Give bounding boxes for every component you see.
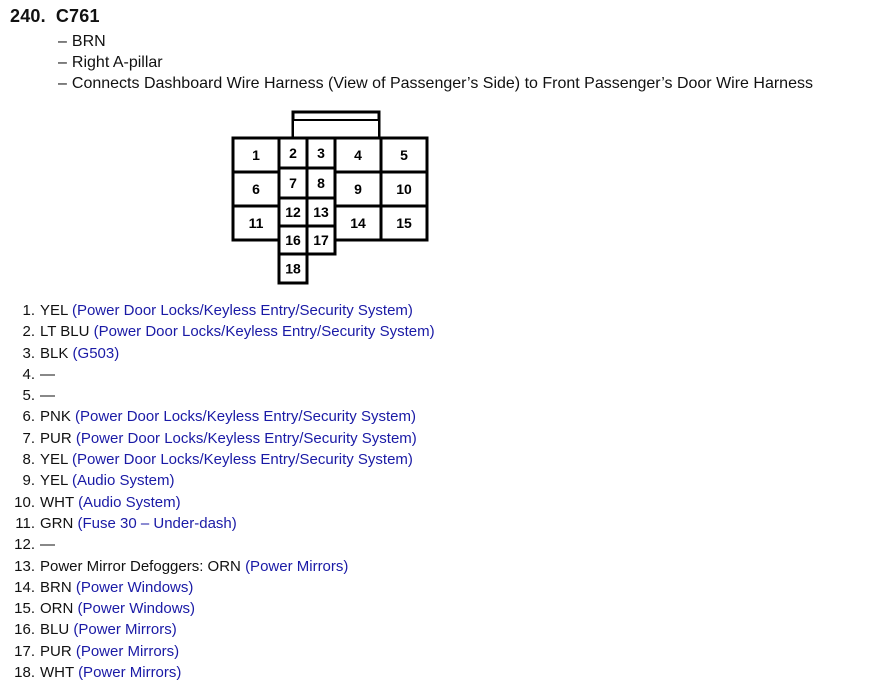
pin-number: 7. bbox=[22, 429, 35, 447]
pin-cavity-label: 3 bbox=[317, 145, 325, 161]
pin-cavity-label: 11 bbox=[248, 215, 264, 231]
connector-id: C761 bbox=[55, 6, 100, 26]
wire-color: YEL bbox=[40, 451, 68, 469]
circuit-link[interactable]: (Power Door Locks/Keyless Entry/Security System) bbox=[93, 323, 435, 341]
circuit-link[interactable]: (Power Mirrors) bbox=[245, 557, 349, 575]
pin-number: 9. bbox=[22, 472, 35, 490]
pin-cavity-label: 5 bbox=[400, 147, 408, 163]
pin-number: 3. bbox=[22, 344, 35, 362]
wire-color: YEL bbox=[40, 472, 68, 490]
circuit-link[interactable]: (G503) bbox=[72, 344, 120, 362]
pin-cavity-label: 4 bbox=[354, 147, 362, 163]
wire-color: — bbox=[40, 365, 55, 383]
detail-location-text: Right A-pillar bbox=[71, 54, 163, 71]
pin-number: 17. bbox=[14, 642, 35, 660]
pin-cavity-label: 17 bbox=[313, 232, 329, 248]
pin-number: 15. bbox=[14, 600, 35, 618]
wire-color: WHT bbox=[40, 493, 74, 511]
wire-color: BLK bbox=[40, 344, 69, 362]
pin-row bbox=[0, 598, 435, 619]
pin-number: 14. bbox=[14, 578, 35, 596]
pin-cavity-label: 16 bbox=[285, 232, 301, 248]
circuit-link[interactable]: (Power Door Locks/Keyless Entry/Security System) bbox=[75, 408, 416, 426]
circuit-link[interactable]: (Power Windows) bbox=[75, 578, 194, 596]
circuit-link[interactable]: (Audio System) bbox=[71, 472, 175, 490]
wire-color: WHT bbox=[40, 664, 74, 682]
wire-color: GRN bbox=[40, 514, 74, 532]
pin-row bbox=[0, 470, 435, 491]
pin-cavity-label: 2 bbox=[289, 145, 297, 161]
detail-dash: – bbox=[58, 54, 67, 71]
circuit-link[interactable]: (Power Mirrors) bbox=[78, 664, 182, 682]
pin-number: 12. bbox=[14, 536, 35, 554]
pin-cavity-label: 13 bbox=[313, 204, 329, 220]
circuit-link[interactable]: (Power Mirrors) bbox=[73, 621, 177, 639]
pin-cavity-label: 12 bbox=[285, 204, 301, 220]
pin-number: 13. bbox=[14, 557, 35, 575]
pin-row bbox=[0, 385, 435, 406]
pin-row bbox=[0, 513, 435, 534]
pin-cavity-label: 1 bbox=[252, 147, 260, 163]
circuit-link[interactable]: (Power Door Locks/Keyless Entry/Security System) bbox=[75, 429, 417, 447]
pin-cavity-label: 15 bbox=[396, 215, 412, 231]
section-number: 240. bbox=[10, 6, 46, 26]
pin-row bbox=[0, 619, 435, 640]
detail-dash: – bbox=[58, 75, 67, 92]
pin-row bbox=[0, 492, 435, 513]
wire-color: Power Mirror Defoggers: ORN bbox=[40, 557, 241, 575]
pin-row bbox=[0, 321, 435, 342]
pin-number: 2. bbox=[22, 323, 35, 341]
pin-number: 18. bbox=[14, 664, 35, 682]
circuit-link[interactable]: (Power Door Locks/Keyless Entry/Security System) bbox=[71, 302, 413, 319]
pin-row bbox=[0, 577, 435, 598]
circuit-link[interactable]: (Fuse 30 – Under-dash) bbox=[77, 514, 237, 532]
wire-color: PNK bbox=[40, 408, 71, 426]
connector-latch-inner bbox=[293, 120, 379, 138]
pin-cavity-label: 10 bbox=[396, 181, 412, 197]
pin-cavity-label: 9 bbox=[354, 181, 362, 197]
pin-row bbox=[0, 556, 435, 577]
pin-row bbox=[0, 343, 435, 364]
detail-dash: – bbox=[58, 33, 67, 50]
pin-row bbox=[0, 364, 435, 385]
pin-row bbox=[0, 428, 435, 449]
pin-cavity-label: 6 bbox=[252, 181, 260, 197]
pin-number: 11. bbox=[15, 514, 35, 532]
wire-color: BLU bbox=[40, 621, 70, 639]
circuit-link[interactable]: (Power Door Locks/Keyless Entry/Security System) bbox=[71, 451, 413, 469]
wire-color: — bbox=[40, 536, 55, 554]
pin-row bbox=[0, 662, 435, 683]
wire-color: ORN bbox=[40, 600, 74, 618]
circuit-link[interactable]: (Power Mirrors) bbox=[75, 642, 180, 660]
pin-cavity-label: 8 bbox=[317, 175, 325, 191]
pin-cavity-label: 18 bbox=[285, 260, 301, 277]
pin-number: 6. bbox=[22, 408, 35, 426]
circuit-link[interactable]: (Audio System) bbox=[78, 493, 181, 511]
wire-color: LT BLU bbox=[40, 323, 90, 341]
pin-number: 1. bbox=[22, 302, 35, 319]
pin-row bbox=[0, 449, 435, 470]
wire-color: YEL bbox=[40, 302, 68, 319]
detail-color-text: BRN bbox=[71, 33, 106, 50]
wire-color: BRN bbox=[40, 578, 72, 596]
detail-connection-text: Connects Dashboard Wire Harness (View of Passenger’s Side) to Front Passenger’s Door Wire Harness bbox=[71, 75, 813, 92]
pin-number: 4. bbox=[22, 365, 35, 383]
wire-color: PUR bbox=[40, 429, 72, 447]
pin-number: 8. bbox=[22, 451, 35, 469]
pin-cavity-label: 7 bbox=[289, 175, 297, 191]
pin-row bbox=[0, 406, 435, 427]
pin-row bbox=[0, 641, 435, 662]
pin-row bbox=[0, 534, 435, 555]
wire-color: PUR bbox=[40, 642, 72, 660]
pinout-list bbox=[0, 300, 435, 683]
circuit-link[interactable]: (Power Windows) bbox=[77, 600, 196, 618]
wire-color: — bbox=[40, 387, 55, 405]
connector-face-diagram bbox=[0, 0, 886, 300]
pin-row bbox=[0, 300, 435, 321]
pin-number: 16. bbox=[14, 621, 35, 639]
pin-number: 10. bbox=[14, 493, 35, 511]
pin-cavity-label: 14 bbox=[350, 215, 366, 231]
pin-number: 5. bbox=[22, 387, 35, 405]
